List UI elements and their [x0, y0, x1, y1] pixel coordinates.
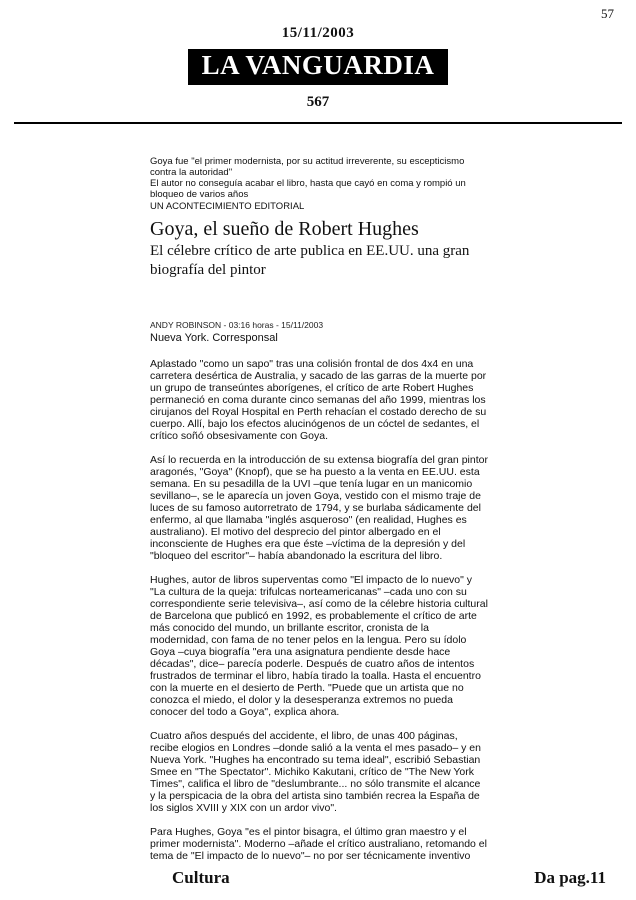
article-paragraph: Cuatro años después del accidente, el libro, de unas 400 páginas, recibe elogios en Londres –donde salió a la venta el mes pasado– y en Nueva York. "Hughes ha encontrado su tema ideal", escribió Sebastian Smee en "The Spectator". Michiko Kakutani, crítico de "The New York Times", califica el libro de "deslumbrante... no sólo transmite el alcance y la perspicacia de la obra del artista sino también recrea la España de los siglos XVIII y XIX con un ardor vivo".: [150, 730, 481, 814]
masthead-logo: LA VANGUARDIA: [188, 49, 449, 85]
footer-section-label: Cultura: [172, 868, 230, 887]
article-byline: ANDY ROBINSON - 03:16 horas - 15/11/2003: [150, 320, 324, 330]
article-kicker: UN ACONTECIMIENTO EDITORIAL: [150, 201, 305, 212]
article-column: [150, 156, 488, 862]
footer-page-reference: Da pag.11: [534, 868, 606, 887]
article-headline: Goya, el sueño de Robert Hughes: [150, 218, 419, 240]
article-paragraph: Así lo recuerda en la introducción de su extensa biografía del gran pintor aragonés, "Goya" (Knopf), que se ha puesto a la venta en EE.UU. esta semana. En su pesadilla de la UVI –que tenía lugar en un manicomio sevillano–, se le aparecía un joven Goya, vestido con el mismo traje de luces de su famoso autorretrato de 1794, y se burlaba sádicamente del enfermo, al que llamaba "inglés asqueroso" (en realidad, Hughes es australiano). El motivo del desprecio del pintor albergado en el inconsciente de Hughes era que éste –víctima de la depresión y del "bloqueo del escritor"– había abandonado la escritura del libro.: [150, 454, 488, 562]
lead-note: El autor no conseguía acabar el libro, hasta que cayó en coma y rompió un bloqueo de varios años: [150, 178, 466, 200]
article-subheadline: El célebre crítico de arte publica en EE.UU. una gran biografía del pintor: [150, 243, 470, 278]
corner-page-number: 57: [601, 6, 614, 21]
article-paragraph: Aplastado "como un sapo" tras una colisión frontal de dos 4x4 en una carretera desértica de Australia, y sacado de las garras de la muerte por un grupo de transeúntes aborígenes, el crítico de arte Robert Hughes permaneció en coma durante cinco semanas del año 1999, mientras los cirujanos del Royal Hospital en Perth rehacían el costado derecho de su cuerpo. Allí, bajo los efectos alucinógenos de un cóctel de sedantes, el crítico soñó obsesivamente con Goya.: [150, 358, 487, 442]
date-header: 15/11/2003: [281, 25, 355, 41]
edition-number: 567: [306, 94, 330, 110]
article-paragraph: Para Hughes, Goya "es el pintor bisagra, el último gran maestro y el primer modernista". Moderno –añade el crítico australiano, retomando el tema de "El impacto de lo nuevo"– no por ser técnicamente inventivo: [150, 826, 487, 862]
masthead-wrap: [0, 49, 636, 85]
article-paragraph: Hughes, autor de libros superventas como "El impacto de lo nuevo" y "La cultura de la queja: trifulcas norteamericanas" –cada uno con su correspondiente serie televisiva–, así como de la célebre historia cultural de Barcelona que publicó en 1992, es probablemente el crítico de arte más conocido del mundo, un brillante escritor, cronista de la modernidad, con fama de no tener pelos en la lengua. Pero su ídolo Goya –cuya biografía "era una asignatura pendiente desde hace décadas", dice– parecía poderle. Después de cuatro años de intentos frustrados de terminar el libro, había tirado la toalla. Hasta el encuentro con la muerte en el desierto de Perth. "Puede que un artista que no conozca el miedo, el dolor y la desesperanza extremos no pueda conocer del todo a Goya", explica ahora.: [150, 574, 488, 718]
article-dateline: Nueva York. Corresponsal: [150, 332, 278, 344]
article-body: [150, 358, 488, 862]
lead-quote: Goya fue "el primer modernista, por su actitud irreverente, su escepticismo contra la autoridad": [150, 156, 465, 178]
header-divider: [14, 122, 622, 124]
